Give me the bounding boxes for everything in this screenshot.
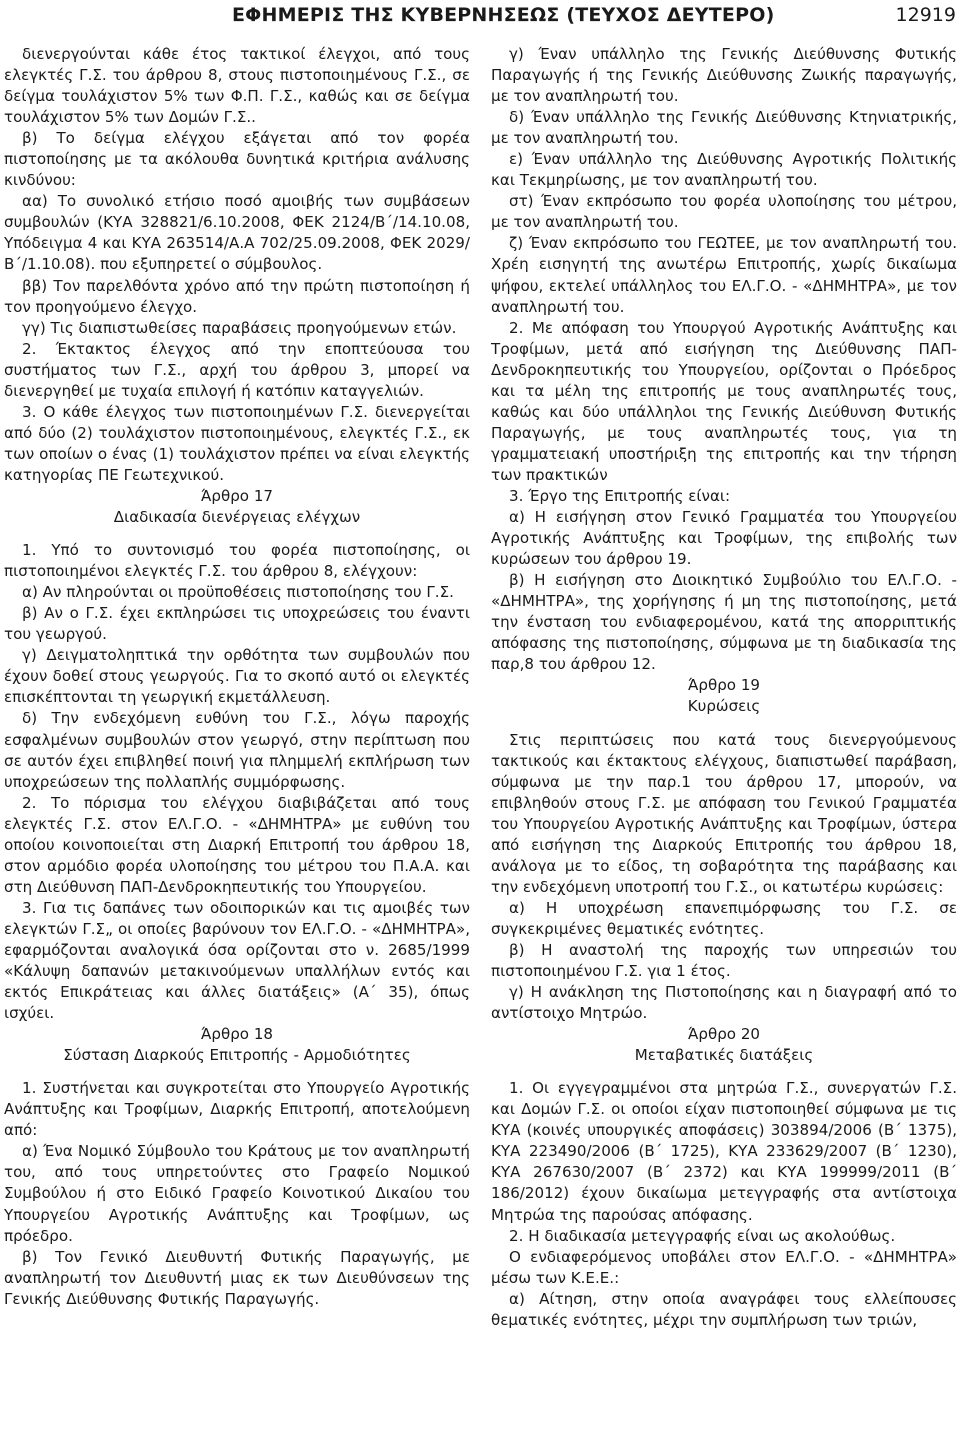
paragraph: α) Αν πληρούνται οι προϋποθέσεις πιστοποίησης του Γ.Σ. xyxy=(22,583,454,602)
paragraph: 1. Υπό το συντονισμό του φορέα πιστοποίησης, οι πιστοποιημένοι ελεγκτές Γ.Σ. του άρθρου 8, ελέγχουν: xyxy=(4,541,470,581)
paragraph: γ) Έναν υπάλληλο της Γενικής Διεύθυνσης Φυτικής Παραγωγής ή της Γενικής Διεύθυνσης Ζωικής παραγωγής, με τον αναπληρωτή του. xyxy=(491,45,957,106)
paragraph: Στις περιπτώσεις που κατά τους διενεργούμενους τακτικούς και έκτακτους ελέγχους, διαπιστωθεί παράβαση, σύμφωνα με την παρ.1 του άρθρου 17, μπορούν, να επιβληθούν στους Γ.Σ. με απόφαση του Γενικού Γραμματέα του Υπουργείου Αγροτικής Ανάπτυξης και Τροφίμων, ύστερα από εισήγηση της Διαρκούς Επιτροπής του άρθρου 18, ανάλογα με το είδος, τη σοβαρότητα της παράβασης και την ενδεχόμενη υποτροπή του Γ.Σ., οι κατωτέρω κυρώσεις: xyxy=(491,730,957,896)
paragraph: β) Η εισήγηση στο Διοικητικό Συμβούλιο του ΕΛ.Γ.Ο. - «ΔΗΜΗΤΡΑ», της χορήγησης ή μη της πιστοποίησης, μετά την ένσταση του ενδιαφερομένου, κατά της απορριπτικής απόφασης της πιστοποίησης, σύμφωνα με τη διαδικασία της παρ,8 του άρθρου 12. xyxy=(491,571,957,674)
article-18-number: Άρθρο 18 xyxy=(200,1025,274,1044)
paragraph: ββ) Τον παρελθόντα χρόνο από την πρώτη πιστοποίηση ή τον προηγούμενο έλεγχο. xyxy=(4,276,470,316)
paragraph: 1. Οι εγγεγραμμένοι στα μητρώα Γ.Σ., συνεργατών Γ.Σ. και Δομών Γ.Σ. οι οποίοι είχαν πιστοποιηθεί σύμφωνα με τις ΚΥΑ (κοινές υπουργικές αποφάσεις) 303894/2006 (Β΄ 1375), ΚΥΑ 223490/2006 (Β΄ 1725), ΚΥΑ 233629/2007 (Β΄ 1230), ΚΥΑ 267630/2007 (Β΄ 2372) και ΚΥΑ 199999/2011 (Β΄ 186/2012) έχουν δικαίωμα μετεγγραφής στα αντίστοιχα Μητρώα της παρούσας απόφασης. xyxy=(491,1079,957,1224)
paragraph: β) Αν ο Γ.Σ. έχει εκπληρώσει τις υποχρεώσεις του έναντι του γεωργού. xyxy=(4,604,470,644)
gazette-title: ΕΦΗΜΕΡΙΣ ΤΗΣ ΚΥΒΕΡΝΗΣΕΩΣ (ΤΕΥΧΟΣ ΔΕΥΤΕΡΟ) xyxy=(232,4,775,26)
paragraph: ζ) Έναν εκπρόσωπο του ΓΕΩΤΕΕ, με τον αναπληρωτή του. Χρέη εισηγητή της ανωτέρω Επιτροπής, χωρίς δικαίωμα ψήφου, εκτελεί υπάλληλος του ΕΛ.Γ.Ο. - «ΔΗΜΗΤΡΑ», με τον αναπληρωτή του. xyxy=(491,234,957,316)
article-19-number: Άρθρο 19 xyxy=(687,676,761,695)
paragraph: δ) Την ενδεχόμενη ευθύνη του Γ.Σ., λόγω παροχής εσφαλμένων συμβουλών στον γεωργό, στην περίπτωση που σε αυτόν έχει επιβληθεί ποινή για πλημμελή εκπλήρωση των υποχρεώσεων της πολλαπλής συμμόρφωσης. xyxy=(4,709,470,791)
paragraph: α) Αίτηση, στην οποία αναγράφει τους ελλείπουσες θεματικές ενότητες, μέχρι την συμπλήρωση των τριών, xyxy=(491,1289,957,1329)
paragraph: α) Η εισήγηση στον Γενικό Γραμματέα του Υπουργείου Αγροτικής Ανάπτυξης και Τροφίμων, της επιβολής των κυρώσεων του άρθρου 19. xyxy=(491,508,957,569)
paragraph: αα) Το συνολικό ετήσιο ποσό αμοιβής των συμβάσεων συμβουλών (ΚΥΑ 328821/6.10.2008, ΦΕΚ 2124/Β΄/14.10.08, Υπόδειγμα 4 και ΚΥΑ 263514/Α.Α 702/25.09.2008, ΦΕΚ 2029/Β΄/1.10.08). που εξυπηρετεί ο σύμβουλος. xyxy=(4,192,470,274)
paragraph: β) Τον Γενικό Διευθυντή Φυτικής Παραγωγής, με αναπληρωτή τον Διευθυντή μιας εκ των Διευθύνσεων της Γενικής Διεύθυνσης Φυτικής Παραγωγής. xyxy=(4,1247,470,1308)
paragraph: 2. Το πόρισμα του ελέγχου διαβιβάζεται από τους ελεγκτές Γ.Σ. στον ΕΛ.Γ.Ο. - «ΔΗΜΗΤΡΑ» με ευθύνη του οποίου κοινοποιείται στη Διαρκή Επιτροπή του άρθρου 18, στον αρμόδιο φορέα υλοποίησης του μέτρου του Π.Α.Α. και στη Διεύθυνση ΠΑΠ-Δενδροκηπευτικής του Υπουργείου. xyxy=(4,793,470,896)
article-18-title: Σύσταση Διαρκούς Επιτροπής - Αρμοδιότητες xyxy=(63,1046,411,1065)
paragraph: α) Ένα Νομικό Σύμβουλο του Κράτους με τον αναπληρωτή του, από τους υπηρετούντες στο Γραφείο Νομικού Συμβούλου ή στο Ειδικό Γραφείο Κοινοτικού Δικαίου του Υπουργείου Αγροτικής Ανάπτυξης και Τροφίμων, ως πρόεδρο. xyxy=(4,1142,470,1245)
paragraph: 3. Έργο της Επιτροπής είναι: xyxy=(509,486,731,505)
paragraph: 3. Για τις δαπάνες των οδοιπορικών και τις αμοιβές των ελεγκτών Γ.Σ„ οι οποίες βαρύνουν τον ΕΛ.Γ.Ο. - «ΔΗΜΗΤΡΑ», εφαρμόζονται αναλογικά όσα ορίζονται στο ν. 2685/1999 «Κάλυψη δαπανών μετακινούμενων υπαλλήλων εντός και εκτός Επικράτειας και άλλες διατάξεις» (Α΄ 35), όπως ισχύει. xyxy=(4,898,470,1023)
paragraph: 1. Συστήνεται και συγκροτείται στο Υπουργείο Αγροτικής Ανάπτυξης και Τροφίμων, Διαρκής Επιτροπή, αποτελούμενη από: xyxy=(4,1079,470,1140)
article-20-number: Άρθρο 20 xyxy=(687,1025,761,1044)
paragraph: δ) Έναν υπάλληλο της Γενικής Διεύθυνσης Κτηνιατρικής, με τον αναπληρωτή του. xyxy=(491,108,957,148)
right-column xyxy=(491,44,957,1331)
paragraph: διενεργούνται κάθε έτος τακτικοί έλεγχοι, από τους ελεγκτές Γ.Σ. του άρθρου 8, στους πιστοποιημένους Γ.Σ., σε δείγμα τουλάχιστον 5% των Φ.Π. Γ.Σ., καθώς και σε δείγμα τουλάχιστον 5% των Δομών Γ.Σ.. xyxy=(4,45,470,127)
article-17-number: Άρθρο 17 xyxy=(200,486,274,505)
page-number: 12919 xyxy=(895,4,956,26)
article-19-title: Κυρώσεις xyxy=(687,697,761,716)
page-header xyxy=(0,0,960,40)
paragraph: 2. Έκτακτος έλεγχος από την εποπτεύουσα του συστήματος των Γ.Σ., αρχή του άρθρου 3, μπορεί να διενεργηθεί με τυχαία επιλογή ή κατόπιν καταγγελιών. xyxy=(4,339,470,400)
article-20-title: Μεταβατικές διατάξεις xyxy=(634,1046,814,1065)
paragraph: γγ) Τις διαπιστωθείσες παραβάσεις προηγούμενων ετών. xyxy=(22,318,457,337)
paragraph: στ) Έναν εκπρόσωπο του φορέα υλοποίησης του μέτρου, με τον αναπληρωτή του. xyxy=(491,192,957,232)
paragraph: ε) Έναν υπάλληλο της Διεύθυνσης Αγροτικής Πολιτικής και Τεκμηρίωσης, με τον αναπληρωτή του. xyxy=(491,150,957,190)
paragraph: γ) Η ανάκληση της Πιστοποίησης και η διαγραφή από το αντίστοιχο Μητρώο. xyxy=(491,983,957,1023)
article-17-title: Διαδικασία διενέργειας ελέγχων xyxy=(113,508,361,527)
paragraph: 3. Ο κάθε έλεγχος των πιστοποιημένων Γ.Σ. διενεργείται από δύο (2) τουλάχιστον πιστοποιημένους, ελεγκτές Γ.Σ., εκ των οποίων ο ένας (1) τουλάχιστον πρέπει να είναι ελεγκτής κατηγορίας ΠΕ Γεωτεχνικού. xyxy=(4,402,470,484)
paragraph: γ) Δειγματοληπτικά την ορθότητα των συμβουλών που έχουν δοθεί στους γεωργούς. Για το σκοπό αυτό οι ελεγκτές επισκέπτονται τη γεωργική εκμετάλλευση. xyxy=(4,646,470,707)
paragraph: 2. Η διαδικασία μετεγγραφής είναι ως ακολούθως. xyxy=(509,1226,896,1245)
paragraph: Ο ενδιαφερόμενος υποβάλει στον ΕΛ.Γ.Ο. - «ΔΗΜΗΤΡΑ» μέσω των Κ.Ε.Ε.: xyxy=(491,1247,957,1287)
left-column xyxy=(4,44,470,1310)
paragraph: β) Η αναστολή της παροχής των υπηρεσιών του πιστοποιημένου Γ.Σ. για 1 έτος. xyxy=(491,940,957,981)
paragraph: α) Η υποχρέωση επανεπιμόρφωσης του Γ.Σ. σε συγκεκριμένες θεματικές ενότητες. xyxy=(491,898,957,938)
paragraph: 2. Με απόφαση του Υπουργού Αγροτικής Ανάπτυξης και Τροφίμων, μετά από εισήγηση της Διεύθυνσης ΠΑΠ-Δενδροκηπευτικής του Υπουργείου, ορίζονται ο Πρόεδρος και τα μέλη της επιτροπής με τους αναπληρωτές τους, καθώς και δύο υπάλληλοι της Γενικής Διεύθυνση Φυτικής Παραγωγής, με τους αναπληρωτές τους, για τη γραμματειακή υποστήριξη της επιτροπής και την τήρηση των πρακτικών xyxy=(491,318,957,484)
paragraph: β) Το δείγμα ελέγχου εξάγεται από τον φορέα πιστοποίησης με τα ακόλουθα δυνητικά κριτήρια ανάλυσης κινδύνου: xyxy=(4,129,470,190)
